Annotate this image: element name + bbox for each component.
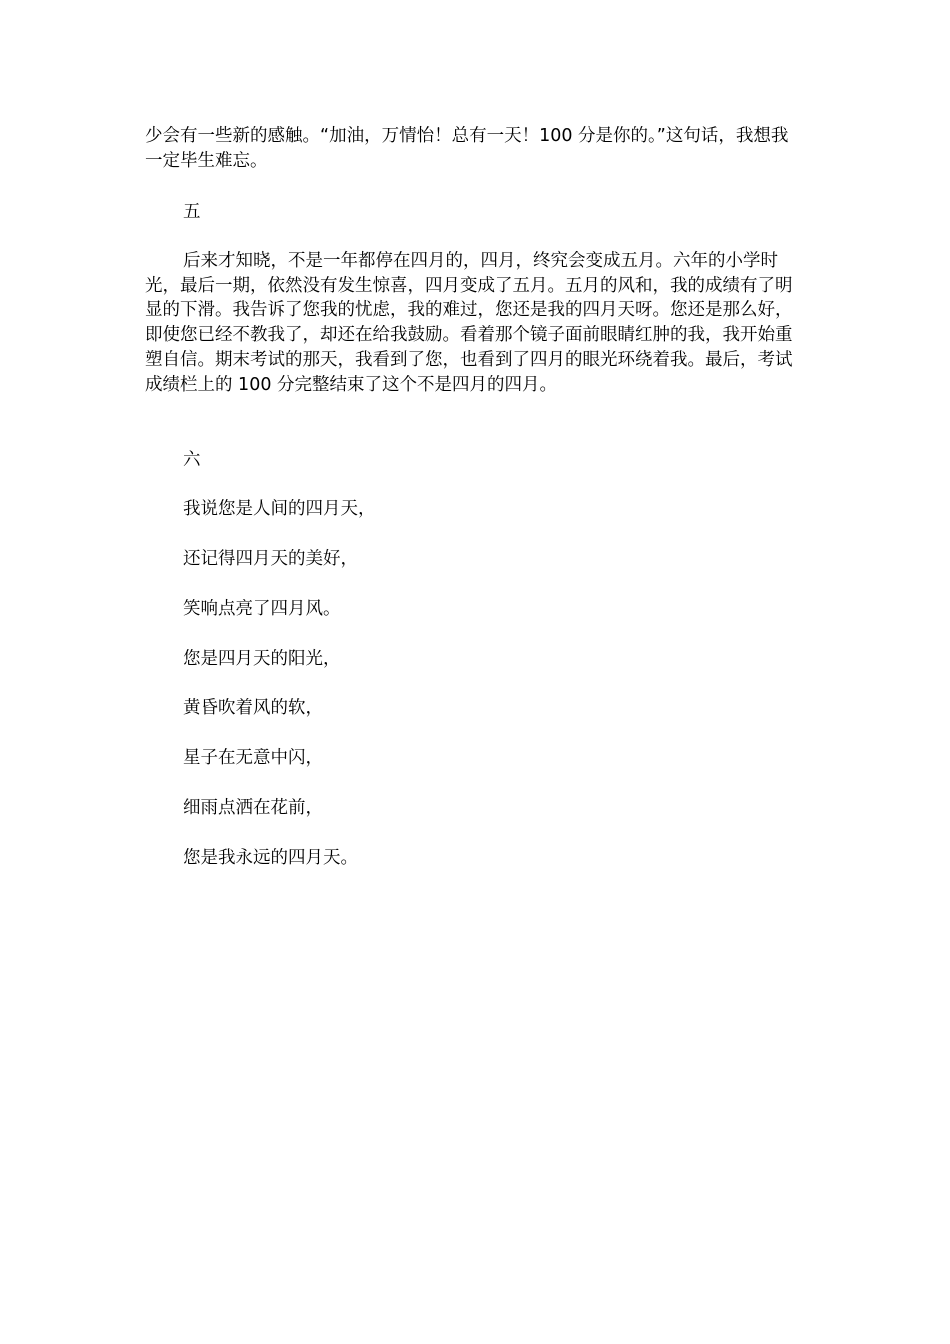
poem-line: 星子在无意中闪， xyxy=(183,748,323,768)
poem-line: 黄昏吹着风的软， xyxy=(183,698,323,718)
paragraph-section-five: 后来才知晓，不是一年都停在四月的，四月，终究会变成五月。六年的小学时光，最后一期，依然没有发生惊喜，四月变成了五月。五月的风和，我的成绩有了明显的下滑。我告诉了您我的忧虑，我的难过，您还是我的四月天呀。您还是那么好，即使您已经不教我了，却还在给我鼓励。看着那个镜子面前眼睛红肿的我，我开始重塑自信。期末考试的那天，我看到了您，也看到了四月的眼光环绕着我。最后，考试成绩栏上的 100 分完整结束了这个不是四月的四月。 xyxy=(145,251,793,395)
poem-line: 您是四月天的阳光， xyxy=(183,649,341,669)
poem-line: 细雨点洒在花前， xyxy=(183,798,323,818)
paragraph-continuation: 少会有一些新的感触。“加油，万情怡！总有一天！100 分是你的。”这句话，我想我一定毕生难忘。 xyxy=(145,126,789,171)
section-heading-five: 五 xyxy=(183,202,201,222)
poem-line: 笑响点亮了四月风。 xyxy=(183,599,341,619)
poem-line: 您是我永远的四月天。 xyxy=(183,848,358,868)
poem-line: 还记得四月天的美好， xyxy=(183,549,358,569)
section-heading-six: 六 xyxy=(183,450,201,470)
poem-line: 我说您是人间的四月天， xyxy=(183,499,376,519)
